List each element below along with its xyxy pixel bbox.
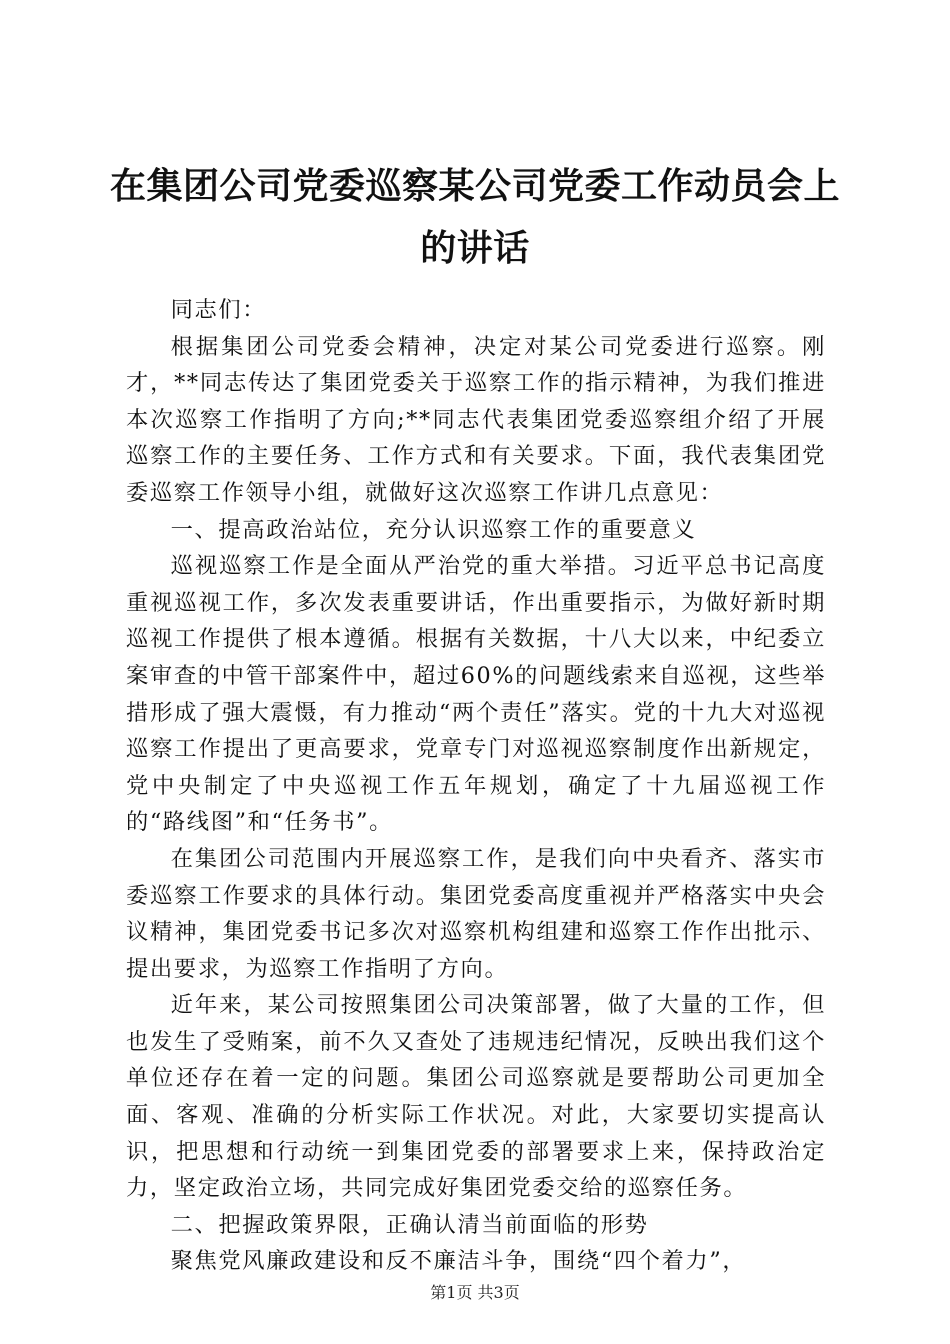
page-number-footer: 第1页 共3页: [430, 1283, 520, 1302]
title-line-2: 的讲话: [420, 228, 530, 269]
title-line-1: 在集团公司党委巡察某公司党委工作动员会上: [110, 166, 841, 207]
paragraph: 巡视巡察工作是全面从严治党的重大举措。习近平总书记高度重视巡视工作，多次发表重要讲话，作出重要指示，为做好新时期巡视工作提供了根本遵循。根据有关数据，十八大以来，中纪委立案审查的中管干部案件中，超过60%的问题线索来自巡视，这些举措形成了强大震慑，有力推动“两个责任”落实。党的十九大对巡视巡察工作提出了更高要求，党章专门对巡视巡察制度作出新规定，党中央制定了中央巡视工作五年规划，确定了十九届巡视工作的“路线图”和“任务书”。: [126, 553, 826, 836]
section-heading: 一、提高政治站位，充分认识巡察工作的重要意义: [170, 516, 697, 543]
salutation: 同志们：: [170, 297, 267, 323]
section-heading: 二、把握政策界限，正确认清当前面临的形势: [170, 1211, 649, 1238]
paragraph: 在集团公司范围内开展巡察工作，是我们向中央看齐、落实市委巡察工作要求的具体行动。集团党委高度重视并严格落实中央会议精神，集团党委书记多次对巡察机构组建和巡察工作作出批示、提出要求，为巡察工作指明了方向。: [126, 845, 826, 982]
document-title: [110, 156, 840, 280]
paragraph: 近年来，某公司按照集团公司决策部署，做了大量的工作，但也发生了受贿案，前不久又查处了违规违纪情况，反映出我们这个单位还存在着一定的问题。集团公司巡察就是要帮助公司更加全面、客观、准确的分析实际工作状况。对此，大家要切实提高认识，把思想和行动统一到集团党委的部署要求上来，保持政治定力，坚定政治立场，共同完成好集团党委交给的巡察任务。: [126, 992, 826, 1202]
paragraph: 根据集团公司党委会精神，决定对某公司党委进行巡察。刚才，**同志传达了集团党委关于巡察工作的指示精神，为我们推进本次巡察工作指明了方向;**同志代表集团党委巡察组介绍了开展巡察工作的主要任务、工作方式和有关要求。下面，我代表集团党委巡察工作领导小组，就做好这次巡察工作讲几点意见：: [126, 333, 826, 506]
document-body: [126, 292, 826, 1280]
paragraph: 聚焦党风廉政建设和反不廉洁斗争，围绕“四个着力”，: [170, 1248, 747, 1275]
